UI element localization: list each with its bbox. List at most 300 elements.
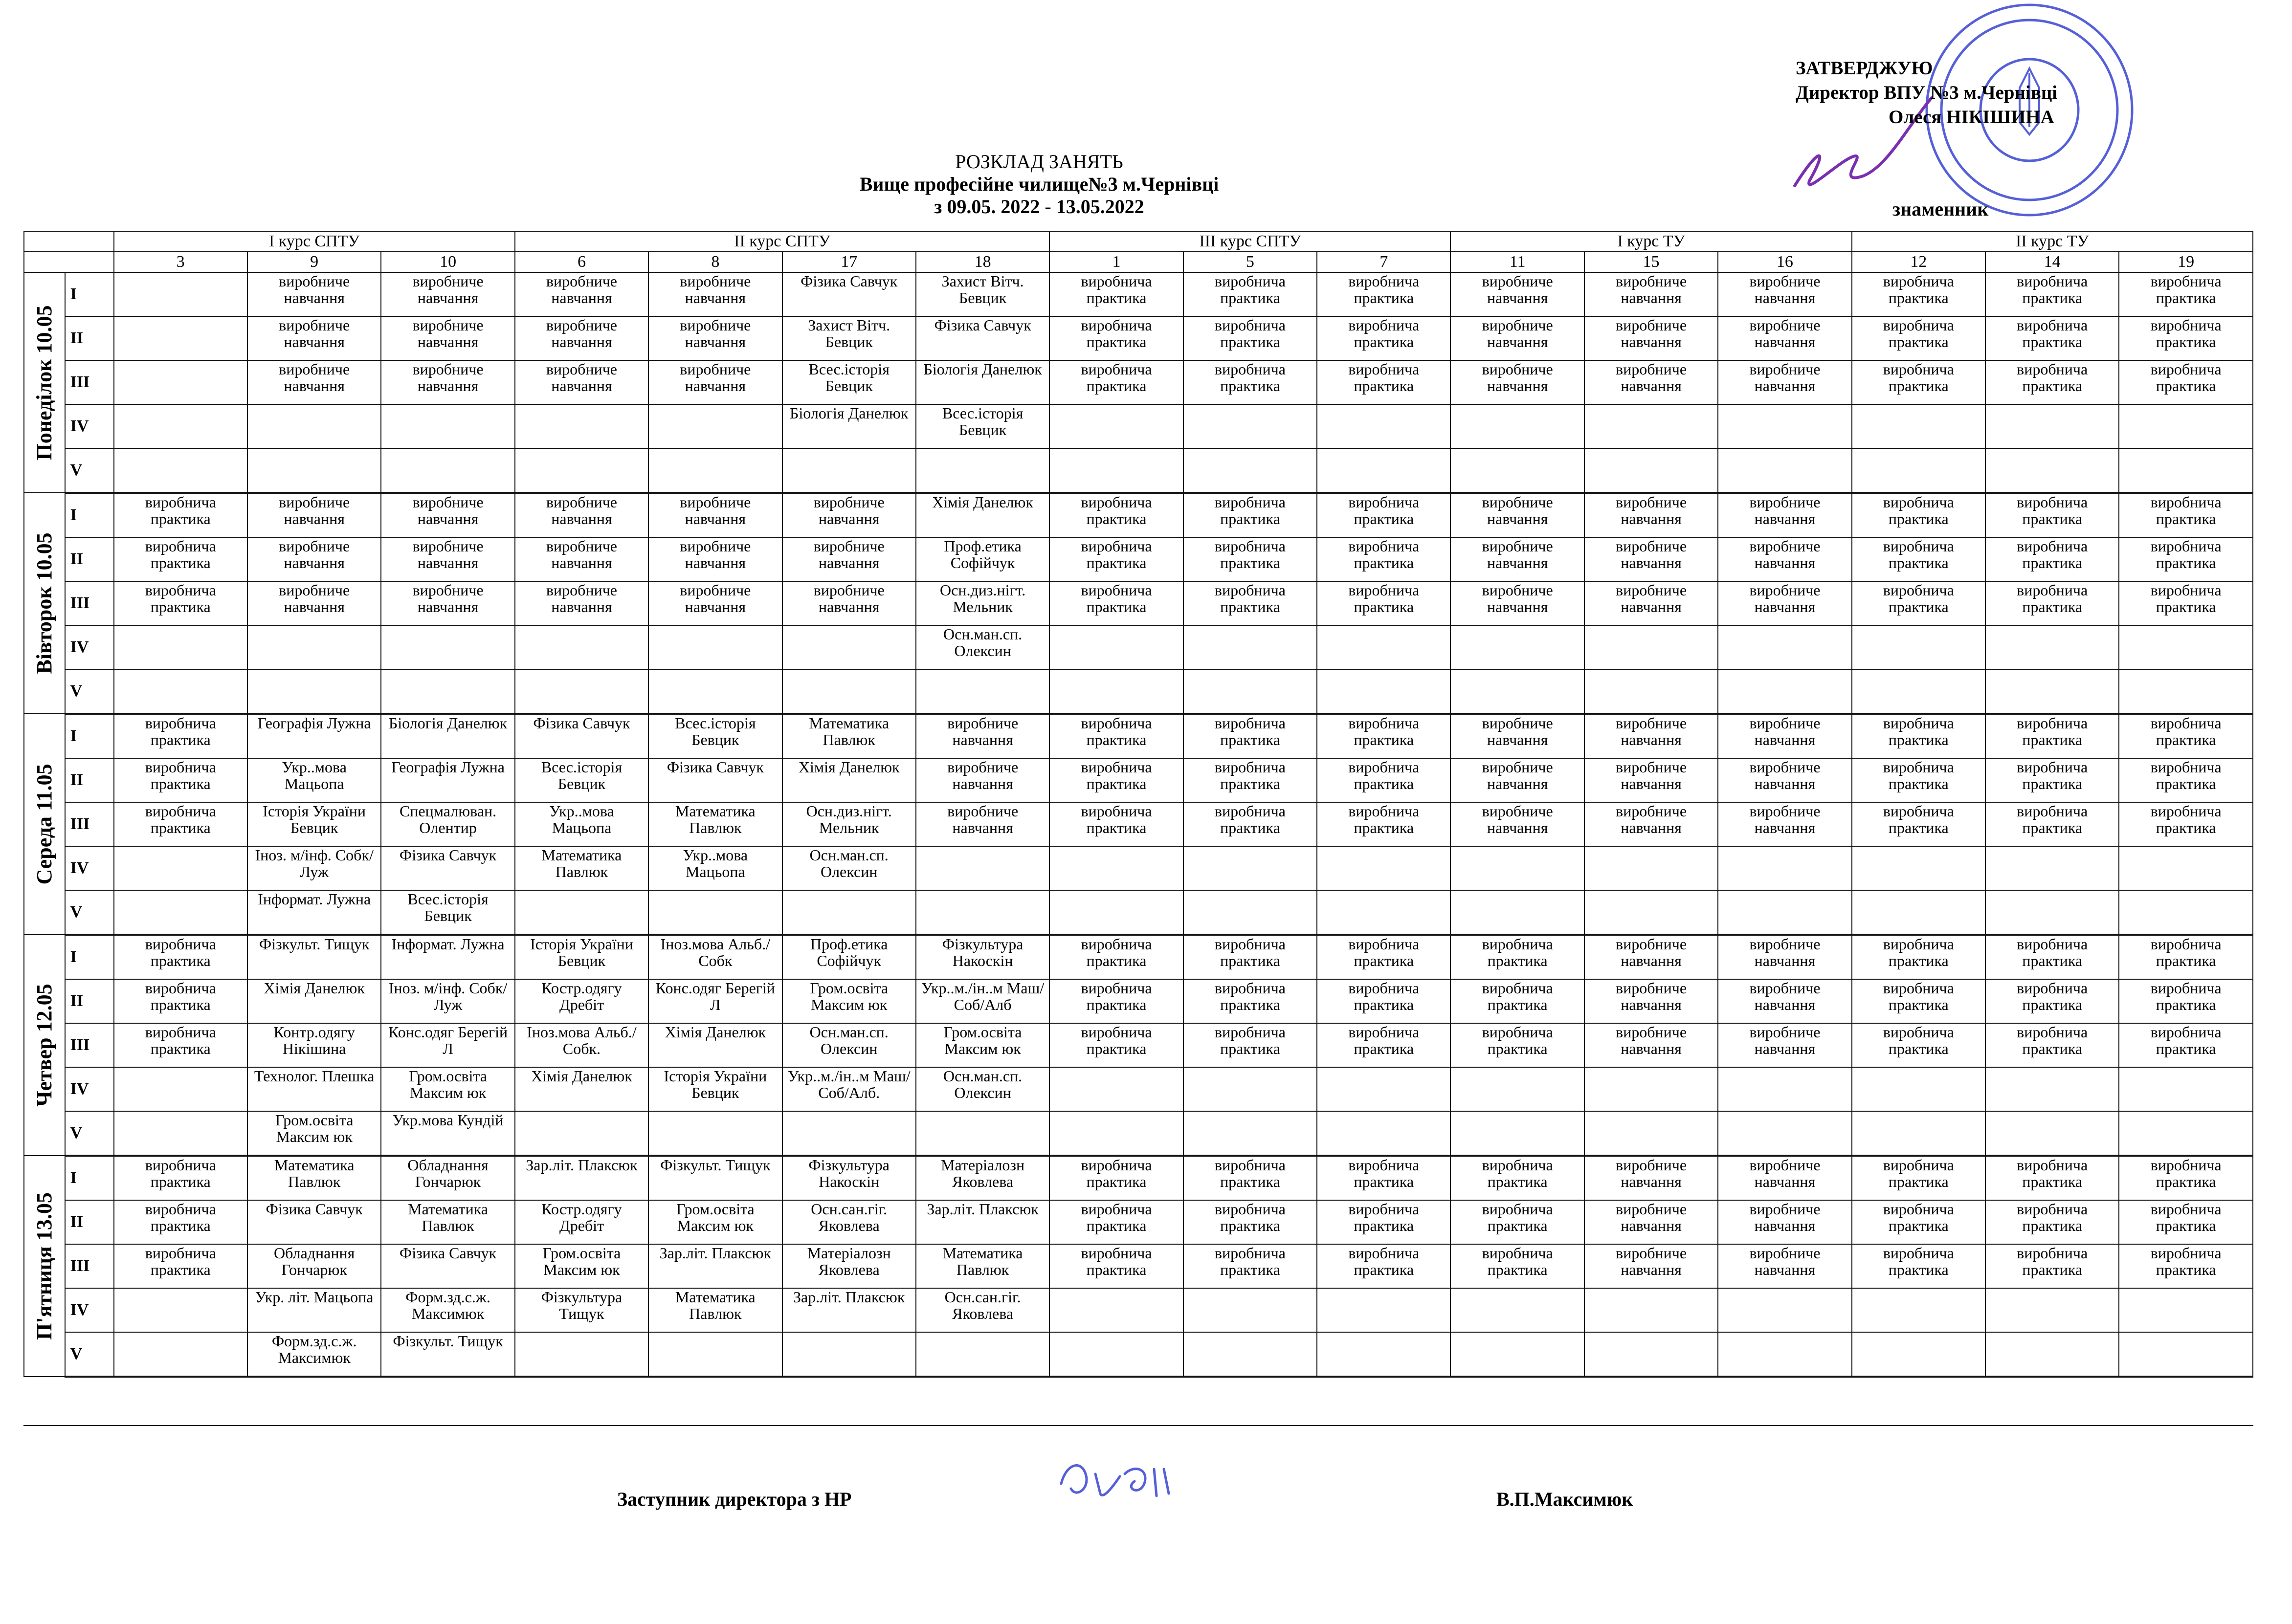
header-corner xyxy=(24,231,114,252)
lesson-cell: виробниче навчання xyxy=(1584,802,1718,846)
lesson-cell: виробнича практика xyxy=(1317,1200,1450,1244)
lesson-cell: виробнича практика xyxy=(1183,1244,1317,1288)
lesson-cell: Осн.ман.сп. Олексин xyxy=(916,625,1049,669)
pair-number: IV xyxy=(65,1288,114,1332)
lesson-cell: виробнича практика xyxy=(1183,802,1317,846)
lesson-cell xyxy=(2119,1288,2253,1332)
day-cell xyxy=(24,1156,65,1377)
lesson-cell xyxy=(782,625,916,669)
lesson-cell: виробниче навчання xyxy=(648,272,782,316)
lesson-cell: виробнича практика xyxy=(114,537,247,581)
lesson-cell: Іноз. м/інф. Собк/Луж xyxy=(381,979,514,1023)
lesson-cell xyxy=(1852,1288,1985,1332)
lesson-cell xyxy=(381,448,514,493)
lesson-cell xyxy=(1049,448,1183,493)
lesson-cell: виробнича практика xyxy=(1852,581,1985,625)
lesson-cell: виробнича практика xyxy=(1049,802,1183,846)
lesson-cell: виробниче навчання xyxy=(381,581,514,625)
lesson-cell xyxy=(1049,669,1183,714)
lesson-cell xyxy=(1718,625,1851,669)
pair-number: І xyxy=(65,493,114,537)
lesson-cell: виробнича практика xyxy=(1985,581,2119,625)
footer-divider xyxy=(23,1425,2253,1428)
lesson-cell xyxy=(1852,890,1985,935)
lesson-cell: виробнича практика xyxy=(1183,1200,1317,1244)
lesson-cell: виробнича практика xyxy=(1450,1023,1584,1067)
lesson-cell: виробнича практика xyxy=(1183,1023,1317,1067)
lesson-cell: Всес.історія Бевцик xyxy=(782,360,916,404)
pair-number: ІІІ xyxy=(65,581,114,625)
lesson-cell: виробнича практика xyxy=(1183,935,1317,979)
lesson-cell: виробниче навчання xyxy=(1718,758,1851,802)
lesson-cell xyxy=(1450,1332,1584,1377)
table-row xyxy=(24,316,2253,360)
lesson-cell: виробниче навчання xyxy=(916,714,1049,758)
lesson-cell: виробнича практика xyxy=(1985,360,2119,404)
lesson-cell: Історія України Бевцик xyxy=(515,935,648,979)
lesson-cell xyxy=(2119,669,2253,714)
lesson-cell xyxy=(1718,890,1851,935)
lesson-cell: Матеріалозн Яковлева xyxy=(782,1244,916,1288)
lesson-cell xyxy=(1852,404,1985,448)
lesson-cell xyxy=(1450,846,1584,890)
lesson-cell: виробнича практика xyxy=(1049,1156,1183,1200)
lesson-cell: виробниче навчання xyxy=(381,316,514,360)
lesson-cell xyxy=(648,625,782,669)
lesson-cell: Зар.літ. Плаксюк xyxy=(916,1200,1049,1244)
lesson-cell: Зар.літ. Плаксюк xyxy=(648,1244,782,1288)
lesson-cell: Проф.етика Софійчук xyxy=(782,935,916,979)
schedule-title xyxy=(734,151,1345,218)
lesson-cell xyxy=(114,316,247,360)
lesson-cell: Осн.ман.сп. Олексин xyxy=(916,1067,1049,1111)
lesson-cell xyxy=(1584,1067,1718,1111)
lesson-cell: виробнича практика xyxy=(114,979,247,1023)
lesson-cell: виробнича практика xyxy=(1985,979,2119,1023)
lesson-cell: виробнича практика xyxy=(1049,493,1183,537)
lesson-cell xyxy=(1450,404,1584,448)
lesson-cell: Форм.зд.с.ж. Максимюк xyxy=(247,1332,381,1377)
day-cell xyxy=(24,493,65,714)
pair-number: V xyxy=(65,669,114,714)
lesson-cell: Конс.одяг Берегій Л xyxy=(381,1023,514,1067)
lesson-cell: Хімія Данелюк xyxy=(247,979,381,1023)
lesson-cell: Захист Вітч. Бевцик xyxy=(916,272,1049,316)
title-heading: РОЗКЛАД ЗАНЯТЬ xyxy=(955,151,1123,173)
lesson-cell: виробнича практика xyxy=(1049,1200,1183,1244)
lesson-cell: виробнича практика xyxy=(2119,979,2253,1023)
lesson-cell: виробнича практика xyxy=(1317,272,1450,316)
pair-number: ІІІ xyxy=(65,1244,114,1288)
lesson-cell: Гром.освіта Максим юк xyxy=(916,1023,1049,1067)
lesson-cell: Фізкульт. Тищук xyxy=(247,935,381,979)
lesson-cell: виробниче навчання xyxy=(1584,1200,1718,1244)
lesson-cell xyxy=(114,846,247,890)
lesson-cell: виробнича практика xyxy=(1049,537,1183,581)
lesson-cell xyxy=(1718,846,1851,890)
lesson-cell xyxy=(1718,1288,1851,1332)
lesson-cell xyxy=(648,404,782,448)
pair-number: IV xyxy=(65,846,114,890)
lesson-cell xyxy=(1450,1067,1584,1111)
table-row xyxy=(24,1023,2253,1067)
lesson-cell xyxy=(1317,1067,1450,1111)
lesson-cell xyxy=(1584,404,1718,448)
pair-number: І xyxy=(65,935,114,979)
lesson-cell: виробнича практика xyxy=(1852,316,1985,360)
lesson-cell xyxy=(247,625,381,669)
lesson-cell: Осн.сан.гіг. Яковлева xyxy=(782,1200,916,1244)
lesson-cell: виробнича практика xyxy=(2119,493,2253,537)
table-row xyxy=(24,1111,2253,1156)
lesson-cell: виробнича практика xyxy=(2119,802,2253,846)
lesson-cell: виробнича практика xyxy=(2119,714,2253,758)
lesson-cell: виробнича практика xyxy=(1985,1156,2119,1200)
lesson-cell xyxy=(1317,1288,1450,1332)
lesson-cell: Іноз.мова Альб./Собк. xyxy=(515,1023,648,1067)
pair-number: ІІ xyxy=(65,758,114,802)
lesson-cell xyxy=(2119,846,2253,890)
lesson-cell: виробнича практика xyxy=(1049,979,1183,1023)
pair-number: IV xyxy=(65,1067,114,1111)
table-row xyxy=(24,581,2253,625)
lesson-cell xyxy=(1183,1067,1317,1111)
lesson-cell xyxy=(1985,1111,2119,1156)
lesson-cell: Зар.літ. Плаксюк xyxy=(782,1288,916,1332)
lesson-cell xyxy=(1317,448,1450,493)
lesson-cell xyxy=(1985,1332,2119,1377)
lesson-cell: виробнича практика xyxy=(1985,1200,2119,1244)
group-header: 19 xyxy=(2119,252,2253,272)
lesson-cell xyxy=(1183,846,1317,890)
lesson-cell xyxy=(1450,890,1584,935)
lesson-cell xyxy=(247,669,381,714)
lesson-cell: Математика Павлюк xyxy=(782,714,916,758)
lesson-cell: виробнича практика xyxy=(1317,1244,1450,1288)
lesson-cell: Осн.диз.нігт. Мельник xyxy=(782,802,916,846)
lesson-cell: виробнича практика xyxy=(1852,1023,1985,1067)
pair-number: ІІ xyxy=(65,1200,114,1244)
lesson-cell: Математика Павлюк xyxy=(648,1288,782,1332)
lesson-cell: виробнича практика xyxy=(1985,714,2119,758)
lesson-cell: виробнича практика xyxy=(1852,714,1985,758)
lesson-cell xyxy=(916,846,1049,890)
lesson-cell: Всес.історія Бевцик xyxy=(648,714,782,758)
lesson-cell: виробниче навчання xyxy=(916,758,1049,802)
lesson-cell: виробниче навчання xyxy=(1450,272,1584,316)
table-row xyxy=(24,935,2253,979)
lesson-cell: виробнича практика xyxy=(1183,316,1317,360)
lesson-cell: Укр..м./ін..м Маш/Соб/Алб. xyxy=(782,1067,916,1111)
lesson-cell: виробниче навчання xyxy=(648,493,782,537)
lesson-cell: Іноз. м/інф. Собк/Луж xyxy=(247,846,381,890)
lesson-cell: виробнича практика xyxy=(114,714,247,758)
lesson-cell xyxy=(381,404,514,448)
day-label: Вівторок 10.05 xyxy=(32,532,56,674)
lesson-cell: виробниче навчання xyxy=(1450,360,1584,404)
lesson-cell xyxy=(114,625,247,669)
lesson-cell xyxy=(1450,625,1584,669)
table-row xyxy=(24,1288,2253,1332)
lesson-cell: Укр..мова Мацьопа xyxy=(515,802,648,846)
lesson-cell: Укр. літ. Мацьопа xyxy=(247,1288,381,1332)
lesson-cell xyxy=(1450,669,1584,714)
day-cell xyxy=(24,714,65,935)
lesson-cell: Гром.освіта Максим юк xyxy=(648,1200,782,1244)
lesson-cell xyxy=(1183,448,1317,493)
lesson-cell: Інформат. Лужна xyxy=(247,890,381,935)
table-row xyxy=(24,625,2253,669)
lesson-cell: виробниче навчання xyxy=(1718,979,1851,1023)
lesson-cell xyxy=(114,404,247,448)
lesson-cell: виробнича практика xyxy=(1852,1156,1985,1200)
lesson-cell: виробнича практика xyxy=(1317,979,1450,1023)
lesson-cell xyxy=(1049,1067,1183,1111)
lesson-cell: виробнича практика xyxy=(2119,581,2253,625)
signatory-title: Заступник директора з НР xyxy=(617,1488,852,1510)
pair-number: ІІІ xyxy=(65,360,114,404)
lesson-cell: Фізика Савчук xyxy=(648,758,782,802)
lesson-cell: Хімія Данелюк xyxy=(916,493,1049,537)
lesson-cell: виробнича практика xyxy=(1317,360,1450,404)
lesson-cell: виробниче навчання xyxy=(1450,802,1584,846)
lesson-cell: Осн.ман.сп. Олексин xyxy=(782,1023,916,1067)
lesson-cell xyxy=(515,669,648,714)
lesson-cell xyxy=(1852,625,1985,669)
lesson-cell: виробниче навчання xyxy=(782,493,916,537)
pair-number: ІІІ xyxy=(65,802,114,846)
lesson-cell xyxy=(1317,846,1450,890)
lesson-cell xyxy=(782,669,916,714)
lesson-cell: виробнича практика xyxy=(1985,537,2119,581)
lesson-cell: Хімія Данелюк xyxy=(515,1067,648,1111)
lesson-cell xyxy=(1584,669,1718,714)
lesson-cell: Гром.освіта Максим юк xyxy=(782,979,916,1023)
lesson-cell xyxy=(247,448,381,493)
pair-number: І xyxy=(65,1156,114,1200)
lesson-cell: виробнича практика xyxy=(1985,1023,2119,1067)
lesson-cell: Форм.зд.с.ж. Максимюк xyxy=(381,1288,514,1332)
table-row xyxy=(24,360,2253,404)
table-row xyxy=(24,846,2253,890)
lesson-cell: виробнича практика xyxy=(114,758,247,802)
lesson-cell: виробнича практика xyxy=(114,1244,247,1288)
lesson-cell: Інформат. Лужна xyxy=(381,935,514,979)
lesson-cell: виробниче навчання xyxy=(1718,1156,1851,1200)
lesson-cell: виробнича практика xyxy=(1317,802,1450,846)
lesson-cell xyxy=(1718,669,1851,714)
lesson-cell xyxy=(782,1111,916,1156)
lesson-cell: виробниче навчання xyxy=(515,493,648,537)
group-header-row xyxy=(24,252,2253,272)
lesson-cell: виробнича практика xyxy=(2119,537,2253,581)
table-row xyxy=(24,493,2253,537)
lesson-cell: виробниче навчання xyxy=(515,537,648,581)
lesson-cell xyxy=(1049,625,1183,669)
lesson-cell: Фізкультура Накоскін xyxy=(916,935,1049,979)
lesson-cell: Укр..мова Мацьопа xyxy=(247,758,381,802)
group-header: 1 xyxy=(1049,252,1183,272)
lesson-cell xyxy=(916,1111,1049,1156)
lesson-cell: виробниче навчання xyxy=(1450,758,1584,802)
approval-heading: ЗАТВЕРДЖУЮ xyxy=(1796,58,1933,79)
lesson-cell xyxy=(1317,404,1450,448)
lesson-cell: виробниче навчання xyxy=(1718,581,1851,625)
lesson-cell: виробнича практика xyxy=(1317,935,1450,979)
lesson-cell: Осн.диз.нігт. Мельник xyxy=(916,581,1049,625)
table-row xyxy=(24,1156,2253,1200)
lesson-cell xyxy=(648,669,782,714)
lesson-cell: виробнича практика xyxy=(1049,581,1183,625)
lesson-cell xyxy=(1183,404,1317,448)
group-header: 3 xyxy=(114,252,247,272)
group-header: 7 xyxy=(1317,252,1450,272)
lesson-cell: Всес.історія Бевцик xyxy=(381,890,514,935)
lesson-cell: виробниче навчання xyxy=(247,537,381,581)
table-row xyxy=(24,1244,2253,1288)
lesson-cell xyxy=(1985,448,2119,493)
lesson-cell: виробнича практика xyxy=(114,802,247,846)
lesson-cell xyxy=(114,1332,247,1377)
table-row xyxy=(24,1332,2253,1377)
lesson-cell xyxy=(1985,1067,2119,1111)
lesson-cell: виробнича практика xyxy=(1049,935,1183,979)
lesson-cell: виробниче навчання xyxy=(1718,360,1851,404)
table-row xyxy=(24,714,2253,758)
lesson-cell: виробниче навчання xyxy=(1718,935,1851,979)
lesson-cell: виробниче навчання xyxy=(515,316,648,360)
lesson-cell xyxy=(2119,1067,2253,1111)
lesson-cell: Фізкульт. Тищук xyxy=(648,1156,782,1200)
group-header: 11 xyxy=(1450,252,1584,272)
group-header: 18 xyxy=(916,252,1049,272)
lesson-cell: виробниче навчання xyxy=(1584,537,1718,581)
lesson-cell: виробниче навчання xyxy=(782,537,916,581)
lesson-cell: виробниче навчання xyxy=(782,581,916,625)
lesson-cell xyxy=(1450,1111,1584,1156)
lesson-cell: виробнича практика xyxy=(1183,272,1317,316)
lesson-cell xyxy=(1985,846,2119,890)
lesson-cell xyxy=(515,1332,648,1377)
lesson-cell xyxy=(1584,890,1718,935)
lesson-cell xyxy=(114,272,247,316)
lesson-cell: Фізика Савчук xyxy=(782,272,916,316)
lesson-cell: Всес.історія Бевцик xyxy=(515,758,648,802)
lesson-cell: виробнича практика xyxy=(2119,758,2253,802)
lesson-cell xyxy=(1985,404,2119,448)
lesson-cell xyxy=(1584,448,1718,493)
lesson-cell: Хімія Данелюк xyxy=(648,1023,782,1067)
week-type: знаменник xyxy=(1892,198,1989,220)
lesson-cell: виробнича практика xyxy=(1317,581,1450,625)
lesson-cell: виробниче навчання xyxy=(515,360,648,404)
group-header: 16 xyxy=(1718,252,1851,272)
group-header: 6 xyxy=(515,252,648,272)
lesson-cell: виробнича практика xyxy=(1450,1244,1584,1288)
lesson-cell: виробнича практика xyxy=(1183,360,1317,404)
lesson-cell: виробнича практика xyxy=(1852,493,1985,537)
lesson-cell: виробнича практика xyxy=(114,493,247,537)
lesson-cell xyxy=(1718,1111,1851,1156)
approval-block xyxy=(1796,56,2187,130)
lesson-cell: виробнича практика xyxy=(114,1156,247,1200)
lesson-cell xyxy=(1049,404,1183,448)
lesson-cell: виробниче навчання xyxy=(1584,272,1718,316)
lesson-cell: виробнича практика xyxy=(1852,360,1985,404)
course-header: ІІІ курс СПТУ xyxy=(1049,231,1450,252)
pair-number: І xyxy=(65,714,114,758)
lesson-cell: Фізкультура Тищук xyxy=(515,1288,648,1332)
lesson-cell: Хімія Данелюк xyxy=(782,758,916,802)
lesson-cell: Осн.ман.сп. Олексин xyxy=(782,846,916,890)
lesson-cell: виробнича практика xyxy=(1852,272,1985,316)
pair-number: V xyxy=(65,890,114,935)
lesson-cell: виробнича практика xyxy=(2119,360,2253,404)
lesson-cell: Фізика Савчук xyxy=(381,846,514,890)
lesson-cell: виробниче навчання xyxy=(1584,1156,1718,1200)
lesson-cell: Конс.одяг Берегій Л xyxy=(648,979,782,1023)
lesson-cell: виробнича практика xyxy=(1183,581,1317,625)
group-header: 8 xyxy=(648,252,782,272)
lesson-cell: виробнича практика xyxy=(2119,316,2253,360)
lesson-cell: Фізика Савчук xyxy=(247,1200,381,1244)
lesson-cell: Зар.літ. Плаксюк xyxy=(515,1156,648,1200)
lesson-cell: виробниче навчання xyxy=(247,493,381,537)
lesson-cell xyxy=(648,890,782,935)
lesson-cell: виробнича практика xyxy=(1317,714,1450,758)
course-header: І курс СПТУ xyxy=(114,231,515,252)
lesson-cell: виробниче навчання xyxy=(1718,714,1851,758)
lesson-cell xyxy=(1852,846,1985,890)
lesson-cell: виробниче навчання xyxy=(1718,1023,1851,1067)
lesson-cell xyxy=(1584,846,1718,890)
lesson-cell xyxy=(1852,1332,1985,1377)
lesson-cell: Математика Павлюк xyxy=(515,846,648,890)
lesson-cell: Гром.освіта Максим юк xyxy=(247,1111,381,1156)
lesson-cell: виробниче навчання xyxy=(1584,979,1718,1023)
lesson-cell xyxy=(1852,448,1985,493)
lesson-cell xyxy=(1049,1288,1183,1332)
lesson-cell: Фізика Савчук xyxy=(381,1244,514,1288)
lesson-cell: Обладнання Гончарюк xyxy=(381,1156,514,1200)
lesson-cell xyxy=(648,1332,782,1377)
course-header: ІІ курс СПТУ xyxy=(515,231,1050,252)
lesson-cell: Географія Лужна xyxy=(247,714,381,758)
lesson-cell: виробниче навчання xyxy=(1450,714,1584,758)
lesson-cell xyxy=(381,625,514,669)
group-header: 12 xyxy=(1852,252,1985,272)
lesson-cell xyxy=(114,448,247,493)
lesson-cell xyxy=(1852,1067,1985,1111)
lesson-cell: виробнича практика xyxy=(1985,935,2119,979)
lesson-cell: Обладнання Гончарюк xyxy=(247,1244,381,1288)
lesson-cell: виробнича практика xyxy=(2119,1156,2253,1200)
group-header: 5 xyxy=(1183,252,1317,272)
day-cell xyxy=(24,935,65,1156)
table-row xyxy=(24,890,2253,935)
lesson-cell xyxy=(1317,890,1450,935)
lesson-cell: виробнича практика xyxy=(1049,1244,1183,1288)
handwritten-signature xyxy=(1051,1454,1193,1508)
lesson-cell xyxy=(2119,448,2253,493)
lesson-cell: Географія Лужна xyxy=(381,758,514,802)
table-row xyxy=(24,272,2253,316)
lesson-cell: виробниче навчання xyxy=(1584,935,1718,979)
lesson-cell xyxy=(114,1111,247,1156)
lesson-cell: виробнича практика xyxy=(1049,758,1183,802)
lesson-cell: Математика Павлюк xyxy=(247,1156,381,1200)
lesson-cell xyxy=(1183,1111,1317,1156)
